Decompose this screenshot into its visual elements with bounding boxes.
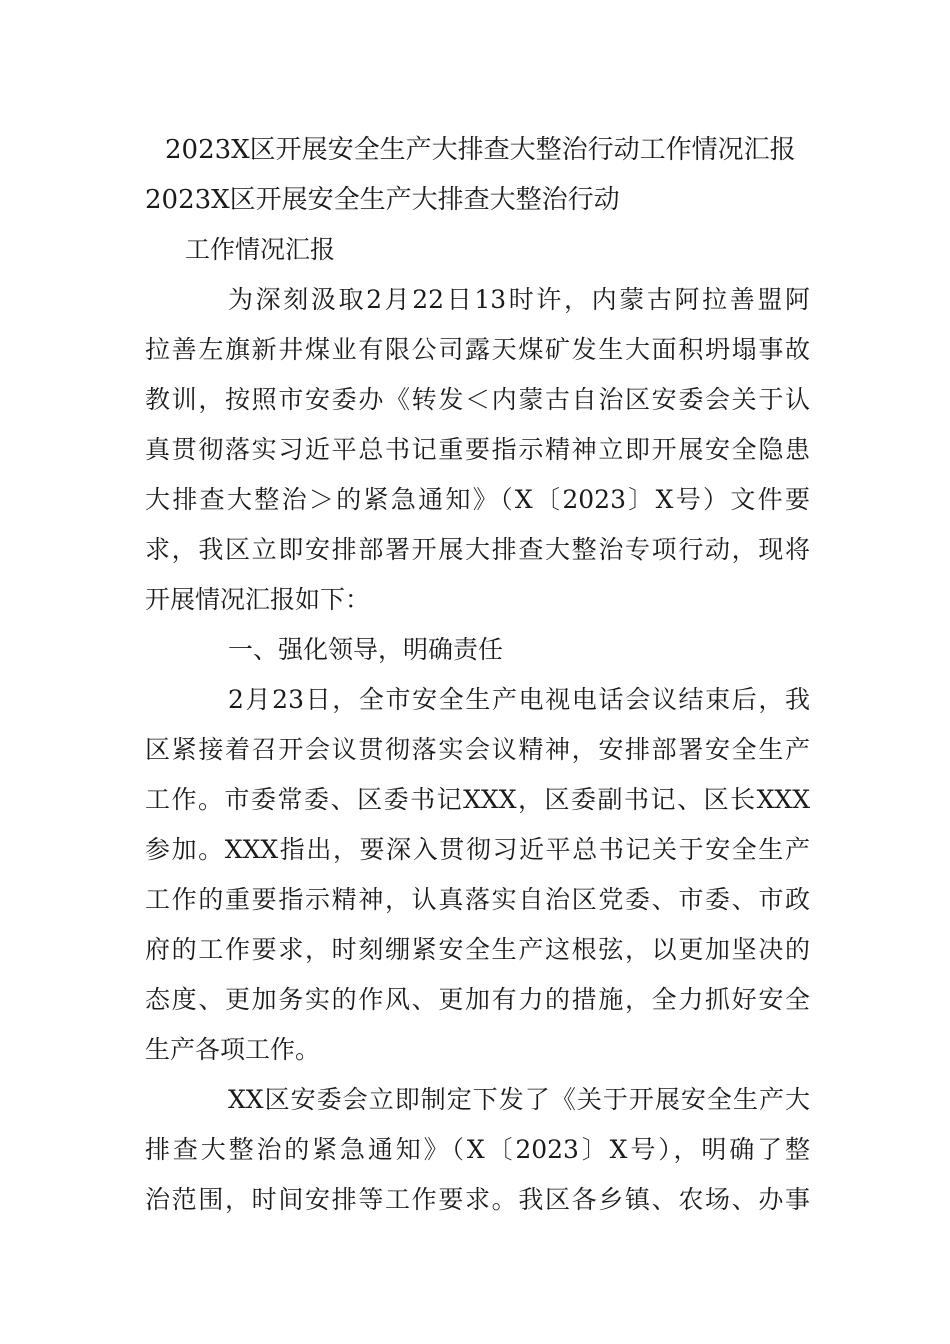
document-title-line-1: 2023X区开展安全生产大排查大整治行动工作情况汇报 [165, 135, 796, 165]
paragraph-2-line: 工作。市委常委、区委书记XXX，区委副书记、区长XXX [145, 785, 810, 814]
paragraph-1-line: 真贯彻落实习近平总书记重要指示精神立即开展安全隐患 [145, 435, 810, 464]
paragraph-3-line: XX区安委会立即制定下发了《关于开展安全生产大 [228, 1085, 810, 1114]
paragraph-1-line: 教训，按照市安委办《转发＜内蒙古自治区安委会关于认 [145, 385, 810, 414]
paragraph-1-line: 为深刻汲取2月22日13时许，内蒙古阿拉善盟阿 [228, 285, 810, 314]
paragraph-2-line: 工作的重要指示精神，认真落实自治区党委、市委、市政 [145, 885, 810, 914]
section-heading-1: 一、强化领导，明确责任 [228, 635, 504, 664]
paragraph-2-line: 府的工作要求，时刻绷紧安全生产这根弦，以更加坚决的 [145, 935, 810, 964]
paragraph-2-line: 生产各项工作。 [145, 1035, 321, 1064]
paragraph-2-line: 2月23日，全市安全生产电视电话会议结束后，我 [228, 685, 810, 714]
document-title-line-3: 工作情况汇报 [185, 235, 336, 264]
paragraph-2-line: 参加。XXX指出，要深入贯彻习近平总书记关于安全生产 [145, 835, 810, 864]
paragraph-1-line: 求，我区立即安排部署开展大排查大整治专项行动，现将 [145, 535, 810, 564]
paragraph-1-line: 拉善左旗新井煤业有限公司露天煤矿发生大面积坍塌事故 [145, 335, 810, 364]
paragraph-2-line: 态度、更加务实的作风、更加有力的措施，全力抓好安全 [145, 985, 810, 1014]
paragraph-1-line: 开展情况汇报如下： [145, 585, 371, 614]
paragraph-1-line: 大排查大整治＞的紧急通知》（X〔2023〕X号）文件要 [145, 485, 810, 514]
document-title-line-2: 2023X区开展安全生产大排查大整治行动 [145, 185, 620, 215]
paragraph-3-line: 治范围，时间安排等工作要求。我区各乡镇、农场、办事 [145, 1185, 810, 1214]
paragraph-2-line: 区紧接着召开会议贯彻落实会议精神，安排部署安全生产 [145, 735, 810, 764]
paragraph-3-line: 排查大整治的紧急通知》（X〔2023〕X号），明确了整 [145, 1135, 810, 1164]
